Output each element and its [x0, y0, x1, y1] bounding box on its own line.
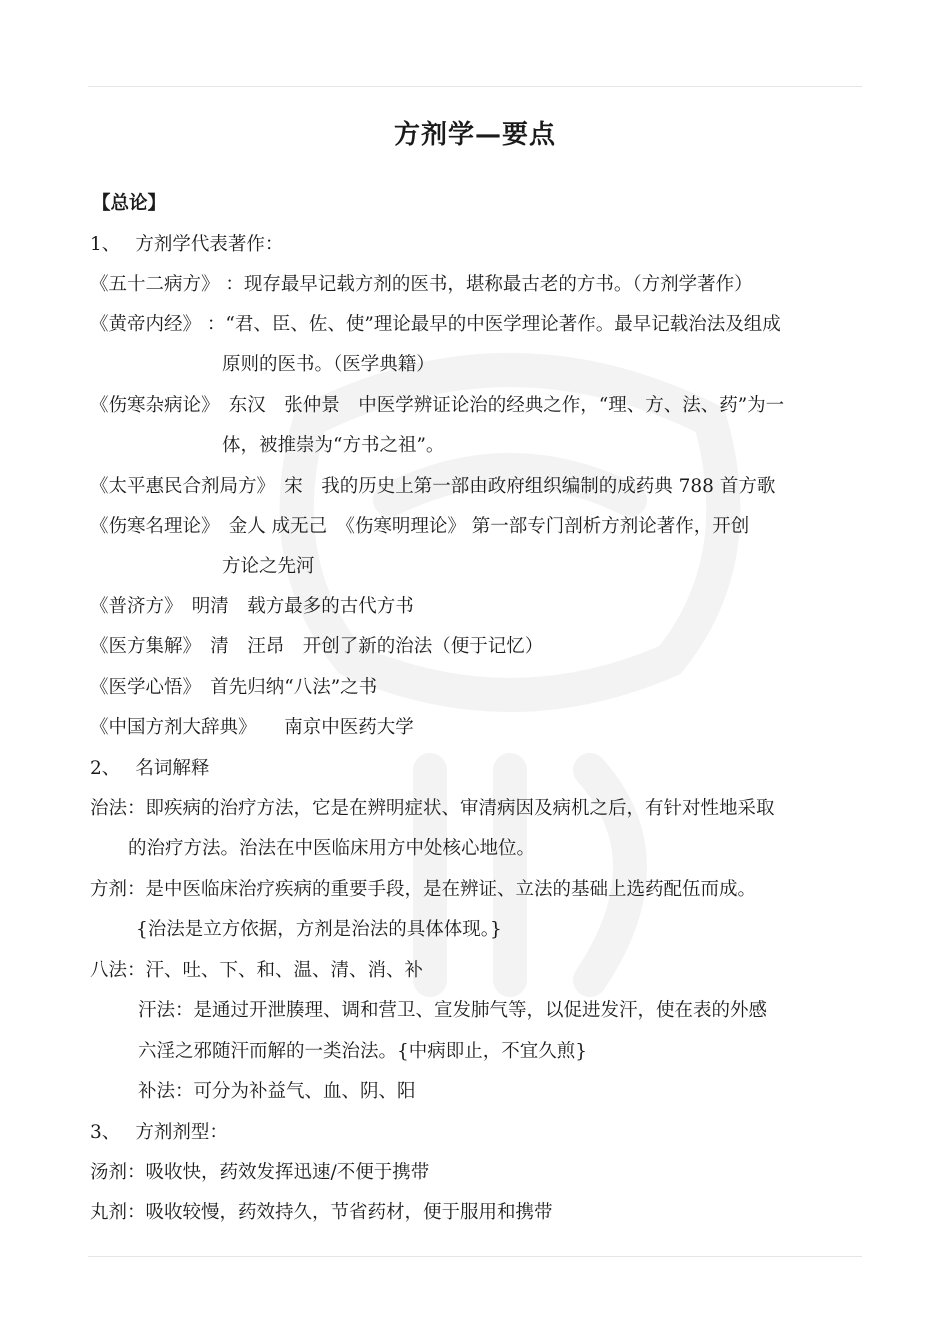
text-line: 补法：可分为补益气、血、阴、阳	[138, 1081, 416, 1102]
text-line: 的治疗方法。治法在中医临床用方中处核心地位。	[128, 838, 536, 859]
list-heading-3: 3、 方剂剂型：	[90, 1122, 228, 1143]
list-heading-1: 1、 方剂学代表著作：	[90, 234, 284, 255]
text-line: 《普济方》 明清 载方最多的古代方书	[90, 596, 414, 617]
header-rule	[88, 86, 862, 87]
text-line: 八法：汗、吐、下、和、温、清、消、补	[90, 960, 424, 981]
section-heading: 【总论】	[92, 193, 167, 214]
text-line: 治法：即疾病的治疗方法，它是在辨明症状、审清病因及病机之后，有针对性地采取	[90, 798, 775, 819]
list-heading-2: 2、 名词解释	[90, 758, 210, 779]
footer-rule	[88, 1256, 862, 1257]
text-line: 丸剂：吸收较慢，药效持久，节省药材，便于服用和携带	[90, 1202, 553, 1223]
text-line: 《伤寒杂病论》 东汉 张仲景 中医学辨证论治的经典之作，“理、方、法、药”为一	[90, 395, 785, 416]
text-line: 六淫之邪随汗而解的一类治法。{中病即止，不宜久煎}	[138, 1041, 588, 1062]
text-line: 《黄帝内经》 ：“君、臣、佐、使”理论最早的中医学理论著作。最早记载治法及组成	[90, 314, 781, 335]
text-line: 方论之先河	[222, 556, 315, 577]
page-title: 方剂学—要点	[393, 120, 556, 150]
text-line: 《医学心悟》 首先归纳“八法”之书	[90, 677, 378, 698]
text-line: 《中国方剂大辞典》 南京中医药大学	[90, 717, 414, 738]
text-line: 《太平惠民合剂局方》 宋 我的历史上第一部由政府组织编制的成药典 788 首方歌	[90, 476, 776, 497]
text-line: 《伤寒名理论》 金人 成无己 《伤寒明理论》 第一部专门剖析方剂论著作，开创	[90, 516, 750, 537]
text-line: 体，被推崇为“方书之祖”。	[222, 435, 445, 456]
text-line: 汤剂：吸收快，药效发挥迅速/不便于携带	[90, 1162, 430, 1183]
text-line: 《五十二病方》 ：现存最早记载方剂的医书，堪称最古老的方书。（方剂学著作）	[90, 274, 753, 295]
text-line: {治法是立方依据，方剂是治法的具体体现。}	[136, 919, 502, 940]
text-line: 方剂：是中医临床治疗疾病的重要手段，是在辨证、立法的基础上选药配伍而成。	[90, 879, 757, 900]
text-line: 汗法：是通过开泄腠理、调和营卫、宣发肺气等，以促进发汗，使在表的外感	[138, 1000, 768, 1021]
text-line: 《医方集解》 清 汪昂 开创了新的治法（便于记忆）	[90, 636, 544, 657]
text-line: 原则的医书。（医学典籍）	[222, 354, 435, 375]
